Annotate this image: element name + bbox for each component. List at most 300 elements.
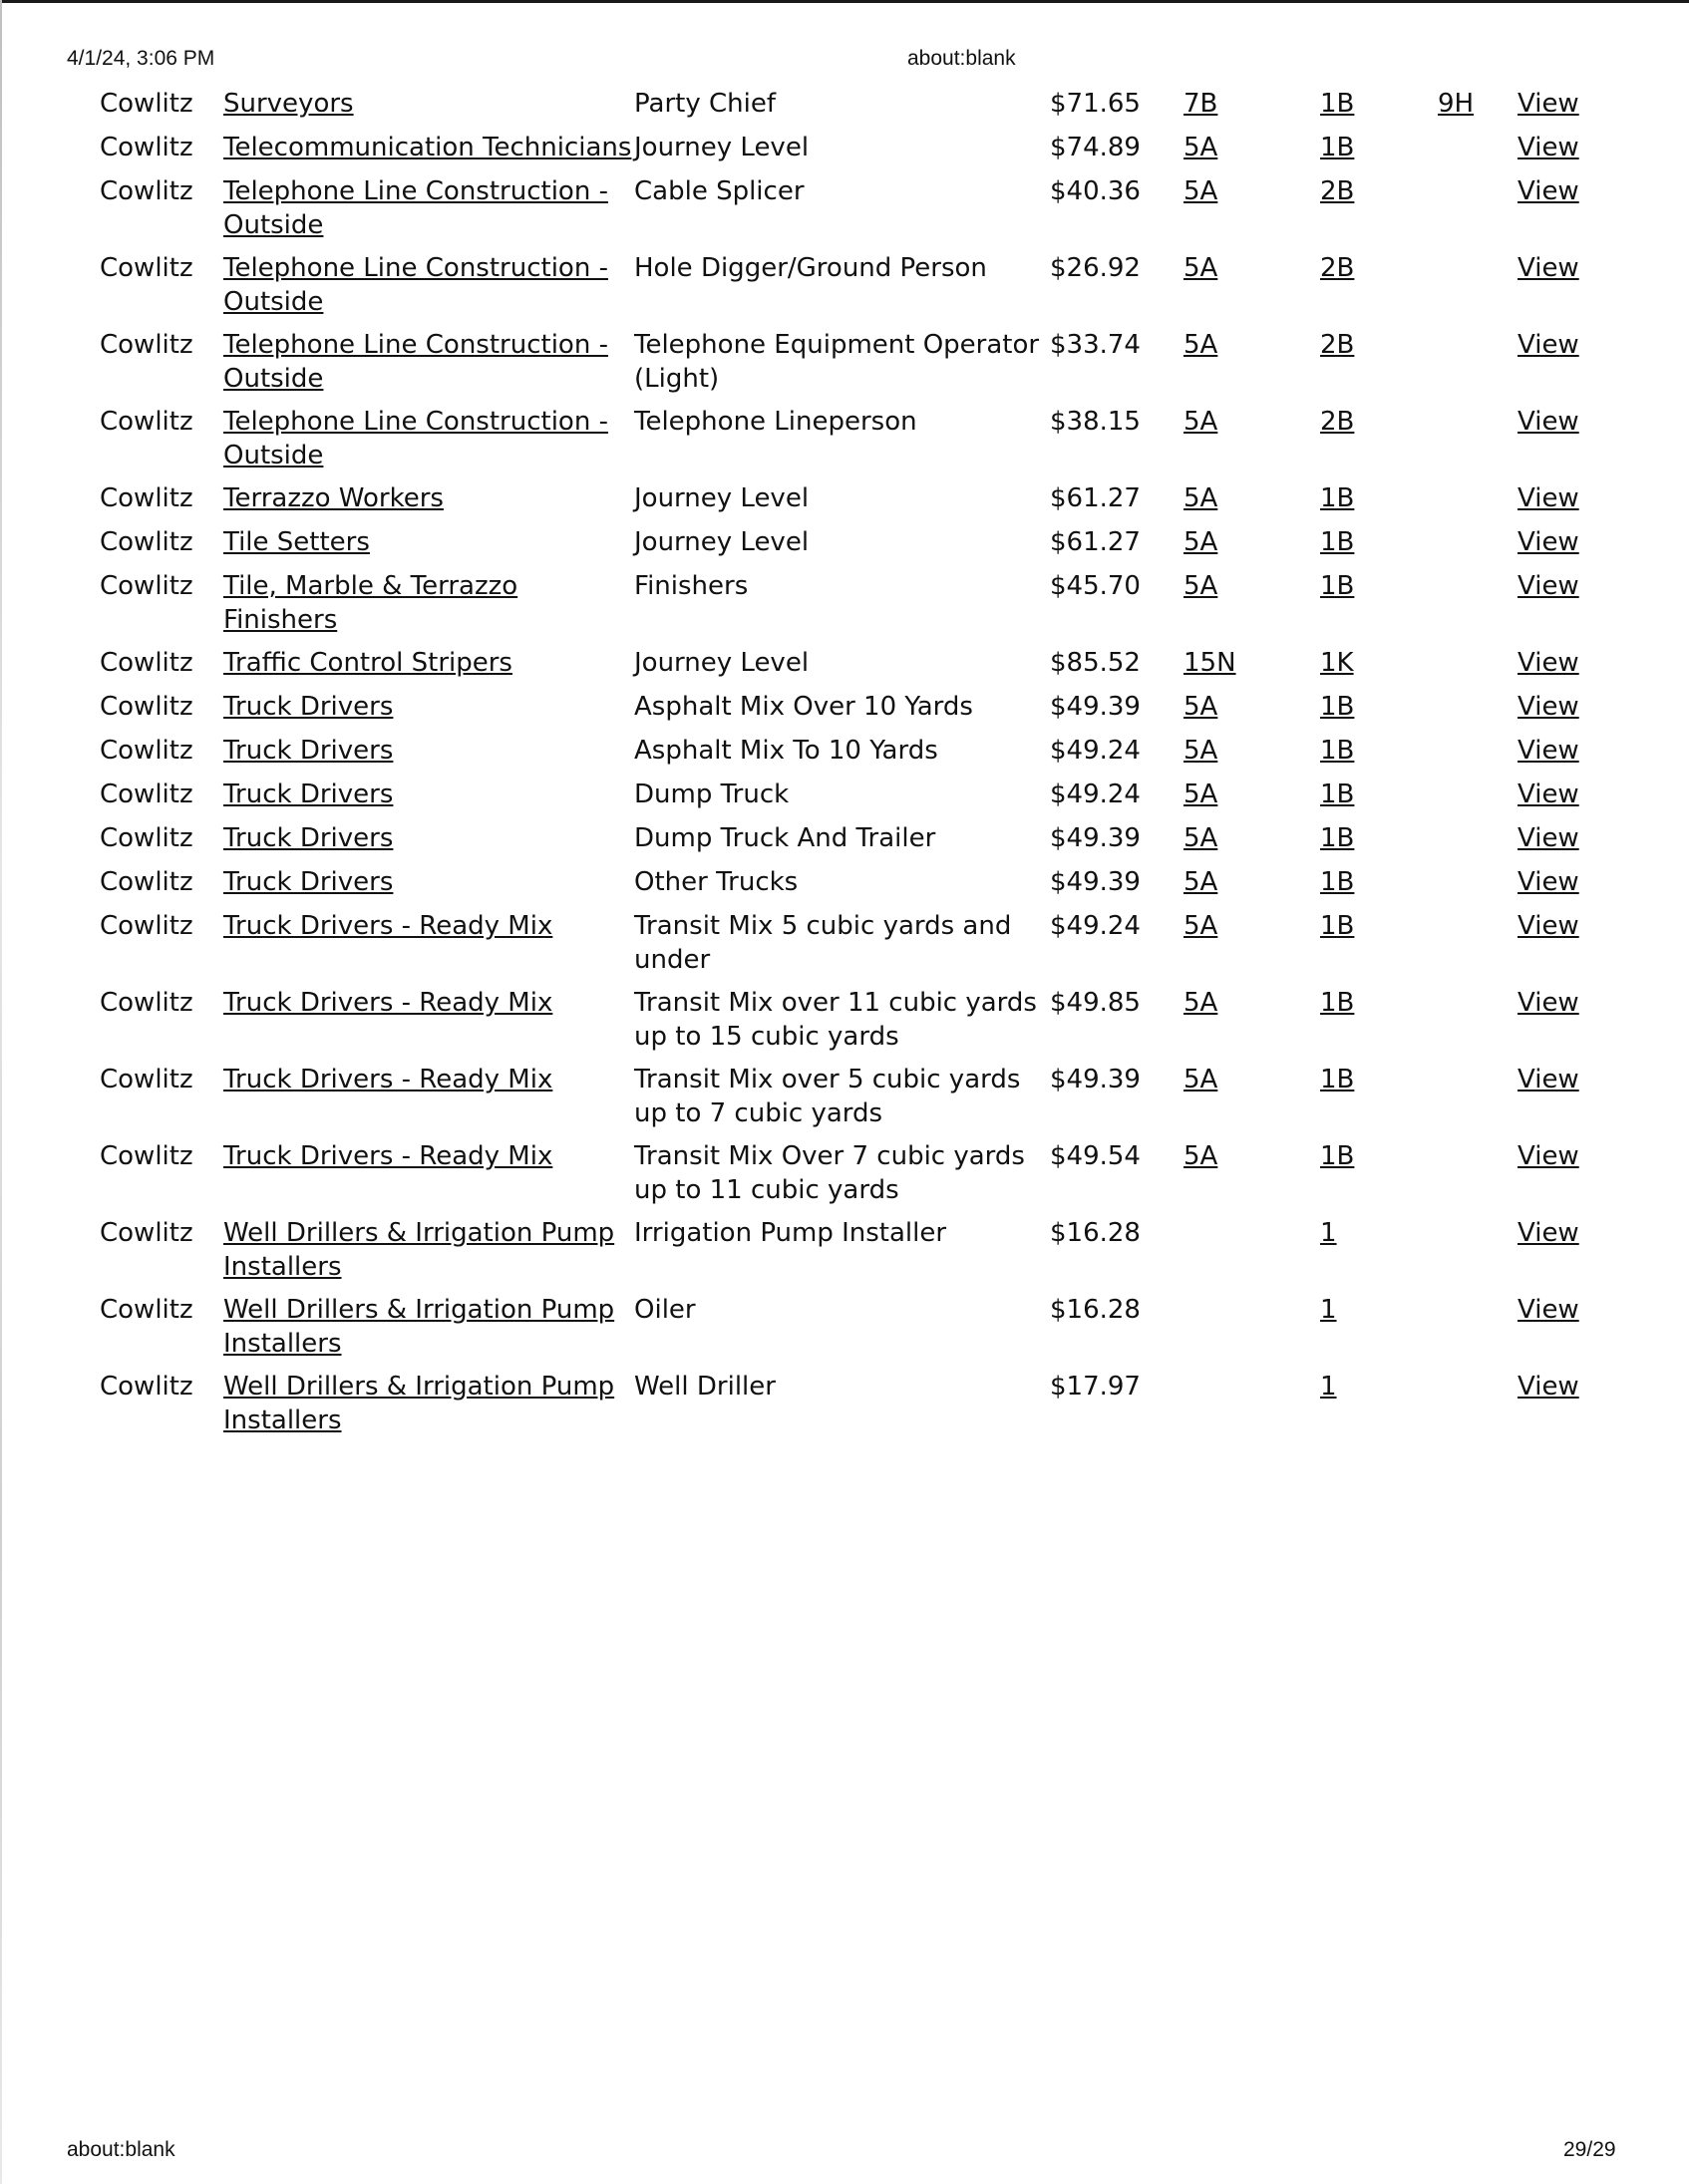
wage-column-cell: [1050, 734, 1183, 778]
view-column-cell: [1518, 481, 1597, 525]
wage-cell: $49.39: [1050, 692, 1141, 722]
overtime-code-link[interactable]: 1: [1320, 1295, 1337, 1325]
trade-column-cell: [223, 1063, 634, 1139]
county-cell: Cowlitz: [100, 1372, 193, 1402]
holiday-code-link[interactable]: 5A: [1183, 780, 1218, 809]
view-column-cell: [1518, 821, 1597, 865]
county-cell: Cowlitz: [100, 692, 193, 722]
view-link[interactable]: View: [1518, 1372, 1579, 1402]
view-column-cell: [1518, 569, 1597, 646]
overtime-column-cell: [1320, 569, 1438, 646]
wage-rates-table: [94, 87, 1597, 1446]
table-row: [94, 1139, 1597, 1216]
wage-cell: $49.39: [1050, 1065, 1141, 1094]
job-column-cell: [634, 174, 1050, 251]
overtime-column-cell: [1320, 87, 1438, 131]
holiday-column-cell: [1183, 734, 1320, 778]
view-link[interactable]: View: [1518, 780, 1579, 809]
view-column-cell: [1518, 525, 1597, 569]
job-column-cell: [634, 328, 1050, 405]
wage-column-cell: [1050, 251, 1183, 328]
note-column-cell: [1438, 1063, 1518, 1139]
job-classification: Hole Digger/Ground Person: [634, 253, 987, 283]
wage-cell: $49.39: [1050, 823, 1141, 853]
table-row: [94, 87, 1597, 131]
overtime-code-link[interactable]: 2B: [1320, 407, 1355, 437]
trade-link[interactable]: Truck Drivers: [223, 823, 394, 853]
holiday-code-link[interactable]: 5A: [1183, 867, 1218, 897]
wage-cell: $16.28: [1050, 1218, 1141, 1248]
wage-column-cell: [1050, 778, 1183, 821]
wage-column-cell: [1050, 1063, 1183, 1139]
overtime-column-cell: [1320, 1139, 1438, 1216]
note-column-cell: [1438, 1293, 1518, 1370]
holiday-code-link[interactable]: 5A: [1183, 736, 1218, 766]
view-column-cell: [1518, 646, 1597, 690]
trade-link[interactable]: Truck Drivers - Ready Mix: [223, 988, 553, 1018]
table-row: [94, 690, 1597, 734]
wage-column-cell: [1050, 865, 1183, 909]
trade-link[interactable]: Telephone Line Construction - Outside: [223, 330, 608, 394]
trade-column-cell: [223, 328, 634, 405]
view-column-cell: [1518, 1063, 1597, 1139]
holiday-code-link[interactable]: 5A: [1183, 176, 1218, 206]
view-column-cell: [1518, 328, 1597, 405]
trade-column-cell: [223, 909, 634, 986]
overtime-column-cell: [1320, 481, 1438, 525]
holiday-column-cell: [1183, 1370, 1320, 1446]
wage-column-cell: [1050, 481, 1183, 525]
overtime-column-cell: [1320, 131, 1438, 174]
job-classification: Other Trucks: [634, 867, 799, 897]
view-column-cell: [1518, 690, 1597, 734]
trade-link[interactable]: Well Drillers & Irrigation Pump Installers: [223, 1218, 615, 1282]
note-column-cell: [1438, 131, 1518, 174]
overtime-column-cell: [1320, 690, 1438, 734]
county-column-cell: [94, 481, 223, 525]
holiday-column-cell: [1183, 251, 1320, 328]
job-classification: Well Driller: [634, 1372, 776, 1402]
overtime-code-link[interactable]: 1B: [1320, 736, 1355, 766]
holiday-column-cell: [1183, 865, 1320, 909]
wage-column-cell: [1050, 328, 1183, 405]
county-cell: Cowlitz: [100, 527, 193, 557]
trade-link[interactable]: Truck Drivers: [223, 780, 394, 809]
job-classification: Journey Level: [634, 483, 810, 513]
county-cell: Cowlitz: [100, 780, 193, 809]
holiday-column-cell: [1183, 1063, 1320, 1139]
county-cell: Cowlitz: [100, 1218, 193, 1248]
holiday-code-link[interactable]: 5A: [1183, 407, 1218, 437]
view-link[interactable]: View: [1518, 1065, 1579, 1094]
note-column-cell: [1438, 87, 1518, 131]
trade-column-cell: [223, 734, 634, 778]
overtime-code-link[interactable]: 1B: [1320, 780, 1355, 809]
job-column-cell: [634, 1370, 1050, 1446]
overtime-column-cell: [1320, 734, 1438, 778]
trade-link[interactable]: Truck Drivers: [223, 867, 394, 897]
trade-column-cell: [223, 251, 634, 328]
wage-column-cell: [1050, 87, 1183, 131]
note-column-cell: [1438, 328, 1518, 405]
print-footer-page-number: 29/29: [1563, 2138, 1616, 2161]
print-header-url: about:blank: [907, 47, 1016, 70]
county-column-cell: [94, 1216, 223, 1293]
job-column-cell: [634, 1139, 1050, 1216]
view-link[interactable]: View: [1518, 527, 1579, 557]
overtime-column-cell: [1320, 1063, 1438, 1139]
overtime-code-link[interactable]: 1B: [1320, 483, 1355, 513]
note-column-cell: [1438, 778, 1518, 821]
note-column-cell: [1438, 734, 1518, 778]
trade-link[interactable]: Telephone Line Construction - Outside: [223, 253, 608, 317]
note-column-cell: [1438, 405, 1518, 481]
county-column-cell: [94, 1293, 223, 1370]
job-classification: Telephone Equipment Operator (Light): [634, 330, 1040, 394]
holiday-code-link[interactable]: 5A: [1183, 911, 1218, 941]
view-column-cell: [1518, 986, 1597, 1063]
trade-link[interactable]: Tile, Marble & Terrazzo Finishers: [223, 571, 518, 635]
view-link[interactable]: View: [1518, 692, 1579, 722]
county-cell: Cowlitz: [100, 176, 193, 206]
overtime-column-cell: [1320, 821, 1438, 865]
overtime-column-cell: [1320, 405, 1438, 481]
view-link[interactable]: View: [1518, 648, 1579, 678]
trade-column-cell: [223, 87, 634, 131]
county-column-cell: [94, 328, 223, 405]
trade-link[interactable]: Well Drillers & Irrigation Pump Installers: [223, 1295, 615, 1359]
job-classification: Journey Level: [634, 527, 810, 557]
trade-column-cell: [223, 131, 634, 174]
note-code-link[interactable]: 9H: [1438, 89, 1475, 119]
wage-column-cell: [1050, 1293, 1183, 1370]
table-row: [94, 174, 1597, 251]
view-link[interactable]: View: [1518, 253, 1579, 283]
job-column-cell: [634, 131, 1050, 174]
holiday-code-link[interactable]: 5A: [1183, 483, 1218, 513]
holiday-column-cell: [1183, 909, 1320, 986]
county-cell: Cowlitz: [100, 1141, 193, 1171]
wage-cell: $49.24: [1050, 736, 1141, 766]
holiday-column-cell: [1183, 1293, 1320, 1370]
view-column-cell: [1518, 1293, 1597, 1370]
note-column-cell: [1438, 569, 1518, 646]
overtime-code-link[interactable]: 1B: [1320, 527, 1355, 557]
overtime-column-cell: [1320, 778, 1438, 821]
overtime-code-link[interactable]: 1: [1320, 1372, 1337, 1402]
trade-column-cell: [223, 1216, 634, 1293]
trade-column-cell: [223, 405, 634, 481]
view-column-cell: [1518, 1139, 1597, 1216]
view-link[interactable]: View: [1518, 911, 1579, 941]
county-cell: Cowlitz: [100, 1065, 193, 1094]
wage-cell: $17.97: [1050, 1372, 1141, 1402]
table-row: [94, 865, 1597, 909]
table-row: [94, 251, 1597, 328]
wage-rates-table-body: [94, 87, 1597, 1446]
overtime-code-link[interactable]: 1B: [1320, 1141, 1355, 1171]
scan-left-edge: [0, 0, 2, 2184]
county-column-cell: [94, 778, 223, 821]
note-column-cell: [1438, 821, 1518, 865]
job-classification: Cable Splicer: [634, 176, 805, 206]
overtime-column-cell: [1320, 525, 1438, 569]
job-classification: Dump Truck: [634, 780, 790, 809]
scan-top-edge: [0, 0, 1689, 3]
job-column-cell: [634, 1293, 1050, 1370]
view-link[interactable]: View: [1518, 571, 1579, 601]
wage-cell: $16.28: [1050, 1295, 1141, 1325]
overtime-code-link[interactable]: 2B: [1320, 330, 1355, 360]
wage-cell: $61.27: [1050, 483, 1141, 513]
overtime-column-cell: [1320, 1370, 1438, 1446]
wage-column-cell: [1050, 174, 1183, 251]
trade-column-cell: [223, 690, 634, 734]
job-column-cell: [634, 1216, 1050, 1293]
county-column-cell: [94, 865, 223, 909]
holiday-column-cell: [1183, 87, 1320, 131]
wage-column-cell: [1050, 525, 1183, 569]
view-link[interactable]: View: [1518, 736, 1579, 766]
county-column-cell: [94, 986, 223, 1063]
trade-column-cell: [223, 481, 634, 525]
wage-cell: $49.24: [1050, 780, 1141, 809]
view-link[interactable]: View: [1518, 89, 1579, 119]
overtime-column-cell: [1320, 174, 1438, 251]
wage-cell: $71.65: [1050, 89, 1141, 119]
job-column-cell: [634, 734, 1050, 778]
job-column-cell: [634, 405, 1050, 481]
trade-link[interactable]: Truck Drivers - Ready Mix: [223, 1141, 553, 1171]
view-column-cell: [1518, 87, 1597, 131]
wage-column-cell: [1050, 821, 1183, 865]
job-classification: Irrigation Pump Installer: [634, 1218, 947, 1248]
overtime-code-link[interactable]: 1B: [1320, 988, 1355, 1018]
trade-column-cell: [223, 646, 634, 690]
trade-link[interactable]: Telecommunication Technicians: [223, 133, 632, 162]
table-row: [94, 986, 1597, 1063]
job-column-cell: [634, 525, 1050, 569]
wage-column-cell: [1050, 131, 1183, 174]
holiday-column-cell: [1183, 646, 1320, 690]
view-link[interactable]: View: [1518, 1141, 1579, 1171]
wage-column-cell: [1050, 569, 1183, 646]
view-link[interactable]: View: [1518, 407, 1579, 437]
trade-column-cell: [223, 1370, 634, 1446]
table-row: [94, 1370, 1597, 1446]
trade-link[interactable]: Truck Drivers - Ready Mix: [223, 1065, 553, 1094]
overtime-column-cell: [1320, 909, 1438, 986]
county-column-cell: [94, 690, 223, 734]
county-cell: Cowlitz: [100, 648, 193, 678]
table-row: [94, 525, 1597, 569]
holiday-column-cell: [1183, 174, 1320, 251]
wage-cell: $33.74: [1050, 330, 1141, 360]
county-column-cell: [94, 569, 223, 646]
wage-cell: $40.36: [1050, 176, 1141, 206]
trade-column-cell: [223, 986, 634, 1063]
view-link[interactable]: View: [1518, 823, 1579, 853]
job-classification: Oiler: [634, 1295, 696, 1325]
overtime-code-link[interactable]: 1B: [1320, 867, 1355, 897]
overtime-code-link[interactable]: 1B: [1320, 823, 1355, 853]
overtime-code-link[interactable]: 1: [1320, 1218, 1337, 1248]
holiday-code-link[interactable]: 5A: [1183, 253, 1218, 283]
overtime-code-link[interactable]: 1B: [1320, 911, 1355, 941]
view-link[interactable]: View: [1518, 133, 1579, 162]
wage-column-cell: [1050, 1216, 1183, 1293]
holiday-column-cell: [1183, 1139, 1320, 1216]
job-column-cell: [634, 986, 1050, 1063]
view-column-cell: [1518, 734, 1597, 778]
job-column-cell: [634, 865, 1050, 909]
job-column-cell: [634, 690, 1050, 734]
view-link[interactable]: View: [1518, 1218, 1579, 1248]
holiday-column-cell: [1183, 690, 1320, 734]
trade-column-cell: [223, 569, 634, 646]
table-row: [94, 778, 1597, 821]
trade-link[interactable]: Traffic Control Stripers: [223, 648, 512, 678]
wage-cell: $26.92: [1050, 253, 1141, 283]
job-column-cell: [634, 821, 1050, 865]
trade-link[interactable]: Truck Drivers: [223, 692, 394, 722]
county-cell: Cowlitz: [100, 988, 193, 1018]
holiday-code-link[interactable]: 5A: [1183, 1141, 1218, 1171]
view-link[interactable]: View: [1518, 330, 1579, 360]
county-cell: Cowlitz: [100, 571, 193, 601]
view-link[interactable]: View: [1518, 867, 1579, 897]
job-classification: Asphalt Mix Over 10 Yards: [634, 692, 973, 722]
job-classification: Journey Level: [634, 648, 810, 678]
county-column-cell: [94, 1139, 223, 1216]
job-classification: Asphalt Mix To 10 Yards: [634, 736, 938, 766]
trade-link[interactable]: Tile Setters: [223, 527, 370, 557]
overtime-code-link[interactable]: 1K: [1320, 648, 1354, 678]
job-column-cell: [634, 87, 1050, 131]
holiday-code-link[interactable]: 5A: [1183, 988, 1218, 1018]
view-column-cell: [1518, 405, 1597, 481]
holiday-column-cell: [1183, 481, 1320, 525]
note-column-cell: [1438, 174, 1518, 251]
wage-column-cell: [1050, 690, 1183, 734]
holiday-column-cell: [1183, 328, 1320, 405]
job-classification: Dump Truck And Trailer: [634, 823, 936, 853]
view-link[interactable]: View: [1518, 483, 1579, 513]
overtime-column-cell: [1320, 646, 1438, 690]
wage-column-cell: [1050, 909, 1183, 986]
view-column-cell: [1518, 251, 1597, 328]
view-link[interactable]: View: [1518, 1295, 1579, 1325]
overtime-code-link[interactable]: 1B: [1320, 1065, 1355, 1094]
holiday-column-cell: [1183, 405, 1320, 481]
overtime-code-link[interactable]: 1B: [1320, 692, 1355, 722]
wage-column-cell: [1050, 405, 1183, 481]
holiday-column-cell: [1183, 986, 1320, 1063]
job-column-cell: [634, 909, 1050, 986]
county-column-cell: [94, 1063, 223, 1139]
county-column-cell: [94, 909, 223, 986]
note-column-cell: [1438, 986, 1518, 1063]
note-column-cell: [1438, 481, 1518, 525]
trade-column-cell: [223, 525, 634, 569]
wage-column-cell: [1050, 986, 1183, 1063]
holiday-column-cell: [1183, 525, 1320, 569]
overtime-code-link[interactable]: 1B: [1320, 133, 1355, 162]
table-row: [94, 1293, 1597, 1370]
holiday-column-cell: [1183, 778, 1320, 821]
trade-column-cell: [223, 1139, 634, 1216]
table-row: [94, 1063, 1597, 1139]
county-column-cell: [94, 251, 223, 328]
county-cell: Cowlitz: [100, 867, 193, 897]
trade-column-cell: [223, 1293, 634, 1370]
overtime-code-link[interactable]: 2B: [1320, 176, 1355, 206]
wage-cell: $74.89: [1050, 133, 1141, 162]
holiday-code-link[interactable]: 5A: [1183, 571, 1218, 601]
job-classification: Journey Level: [634, 133, 810, 162]
view-column-cell: [1518, 1216, 1597, 1293]
print-footer-url: about:blank: [67, 2138, 175, 2161]
trade-link[interactable]: Well Drillers & Irrigation Pump Installers: [223, 1372, 615, 1435]
table-row: [94, 734, 1597, 778]
overtime-code-link[interactable]: 1B: [1320, 89, 1355, 119]
holiday-code-link[interactable]: 5A: [1183, 527, 1218, 557]
job-column-cell: [634, 778, 1050, 821]
holiday-code-link[interactable]: 15N: [1183, 648, 1236, 678]
view-link[interactable]: View: [1518, 988, 1579, 1018]
wage-cell: $85.52: [1050, 648, 1141, 678]
trade-link[interactable]: Surveyors: [223, 89, 354, 119]
holiday-code-link[interactable]: 5A: [1183, 823, 1218, 853]
county-column-cell: [94, 87, 223, 131]
job-classification: Transit Mix over 11 cubic yards up to 15 cubic yards: [634, 988, 1037, 1052]
holiday-column-cell: [1183, 1216, 1320, 1293]
table-row: [94, 1216, 1597, 1293]
table-row: [94, 328, 1597, 405]
holiday-column-cell: [1183, 131, 1320, 174]
county-cell: Cowlitz: [100, 253, 193, 283]
print-header-datetime: 4/1/24, 3:06 PM: [67, 47, 215, 70]
trade-link[interactable]: Telephone Line Construction - Outside: [223, 176, 608, 240]
holiday-code-link[interactable]: 5A: [1183, 692, 1218, 722]
holiday-code-link[interactable]: 7B: [1183, 89, 1218, 119]
overtime-column-cell: [1320, 251, 1438, 328]
trade-link[interactable]: Truck Drivers: [223, 736, 394, 766]
trade-link[interactable]: Telephone Line Construction - Outside: [223, 407, 608, 470]
view-link[interactable]: View: [1518, 176, 1579, 206]
holiday-column-cell: [1183, 569, 1320, 646]
holiday-code-link[interactable]: 5A: [1183, 1065, 1218, 1094]
wage-cell: $61.27: [1050, 527, 1141, 557]
overtime-code-link[interactable]: 2B: [1320, 253, 1355, 283]
note-column-cell: [1438, 646, 1518, 690]
trade-column-cell: [223, 174, 634, 251]
trade-link[interactable]: Truck Drivers - Ready Mix: [223, 911, 553, 941]
county-column-cell: [94, 405, 223, 481]
holiday-code-link[interactable]: 5A: [1183, 330, 1218, 360]
table-row: [94, 569, 1597, 646]
overtime-column-cell: [1320, 986, 1438, 1063]
note-column-cell: [1438, 690, 1518, 734]
county-column-cell: [94, 525, 223, 569]
note-column-cell: [1438, 1216, 1518, 1293]
county-column-cell: [94, 1370, 223, 1446]
holiday-code-link[interactable]: 5A: [1183, 133, 1218, 162]
table-row: [94, 646, 1597, 690]
wage-column-cell: [1050, 1139, 1183, 1216]
trade-link[interactable]: Terrazzo Workers: [223, 483, 444, 513]
overtime-code-link[interactable]: 1B: [1320, 571, 1355, 601]
